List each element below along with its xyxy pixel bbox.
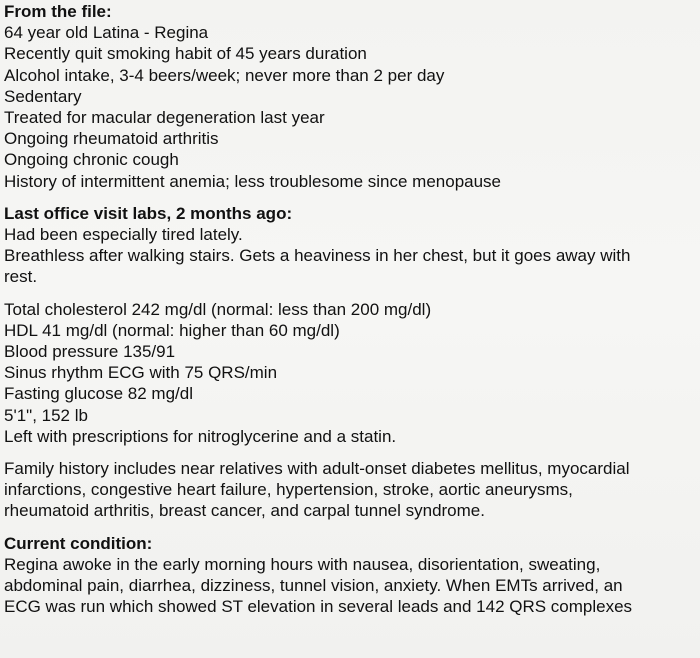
labs-line-height-weight: 5'1", 152 lb [4, 405, 88, 425]
family-line-3: rheumatoid arthritis, breast cancer, and carpal tunnel syndrome. [4, 501, 485, 521]
family-line-1: Family history includes near relatives with adult-onset diabetes mellitus, myocardial [4, 459, 630, 479]
labs-line-cholesterol: Total cholesterol 242 mg/dl (normal: less than 200 mg/dl) [4, 299, 432, 319]
family-history-section [4, 458, 694, 522]
labs-line-glucose: Fasting glucose 82 mg/dl [4, 384, 193, 404]
visit-line-tired: Had been especially tired lately. [4, 225, 243, 245]
file-line-arthritis: Ongoing rheumatoid arthritis [4, 129, 219, 149]
current-condition-section [4, 533, 694, 618]
labs-section [4, 299, 694, 447]
section-spacer [4, 522, 694, 533]
file-section [4, 1, 694, 192]
section-spacer [4, 447, 694, 458]
current-line-1: Regina awoke in the early morning hours with nausea, disorientation, sweating, [4, 554, 601, 574]
section-spacer [4, 192, 694, 203]
file-line-alcohol: Alcohol intake, 3-4 beers/week; never more than 2 per day [4, 65, 445, 85]
labs-line-blood-pressure: Blood pressure 135/91 [4, 342, 176, 362]
visit-line-rest: rest. [4, 267, 38, 287]
visit-line-breathless: Breathless after walking stairs. Gets a heaviness in her chest, but it goes away with [4, 246, 631, 266]
labs-line-ecg: Sinus rhythm ECG with 75 QRS/min [4, 363, 278, 383]
file-line-anemia: History of intermittent anemia; less troublesome since menopause [4, 171, 502, 191]
file-line-age: 64 year old Latina - Regina [4, 23, 209, 43]
current-line-3: ECG was run which showed ST elevation in several leads and 142 QRS complexes [4, 597, 633, 617]
file-line-macular: Treated for macular degeneration last year [4, 108, 325, 128]
visit-section [4, 203, 694, 288]
labs-line-hdl: HDL 41 mg/dl (normal: higher than 60 mg/dl) [4, 320, 340, 340]
current-line-2: abdominal pain, diarrhea, dizziness, tunnel vision, anxiety. When EMTs arrived, an [4, 576, 623, 596]
section-spacer [4, 288, 694, 299]
labs-line-prescriptions: Left with prescriptions for nitroglycerine and a statin. [4, 426, 397, 446]
file-line-cough: Ongoing chronic cough [4, 150, 179, 170]
current-heading: Current condition: [4, 533, 153, 553]
family-line-2: infarctions, congestive heart failure, hypertension, stroke, aortic aneurysms, [4, 480, 573, 500]
visit-heading: Last office visit labs, 2 months ago: [4, 203, 293, 223]
file-line-sedentary: Sedentary [4, 86, 82, 106]
file-line-smoking: Recently quit smoking habit of 45 years duration [4, 44, 367, 64]
file-heading: From the file: [4, 2, 112, 21]
